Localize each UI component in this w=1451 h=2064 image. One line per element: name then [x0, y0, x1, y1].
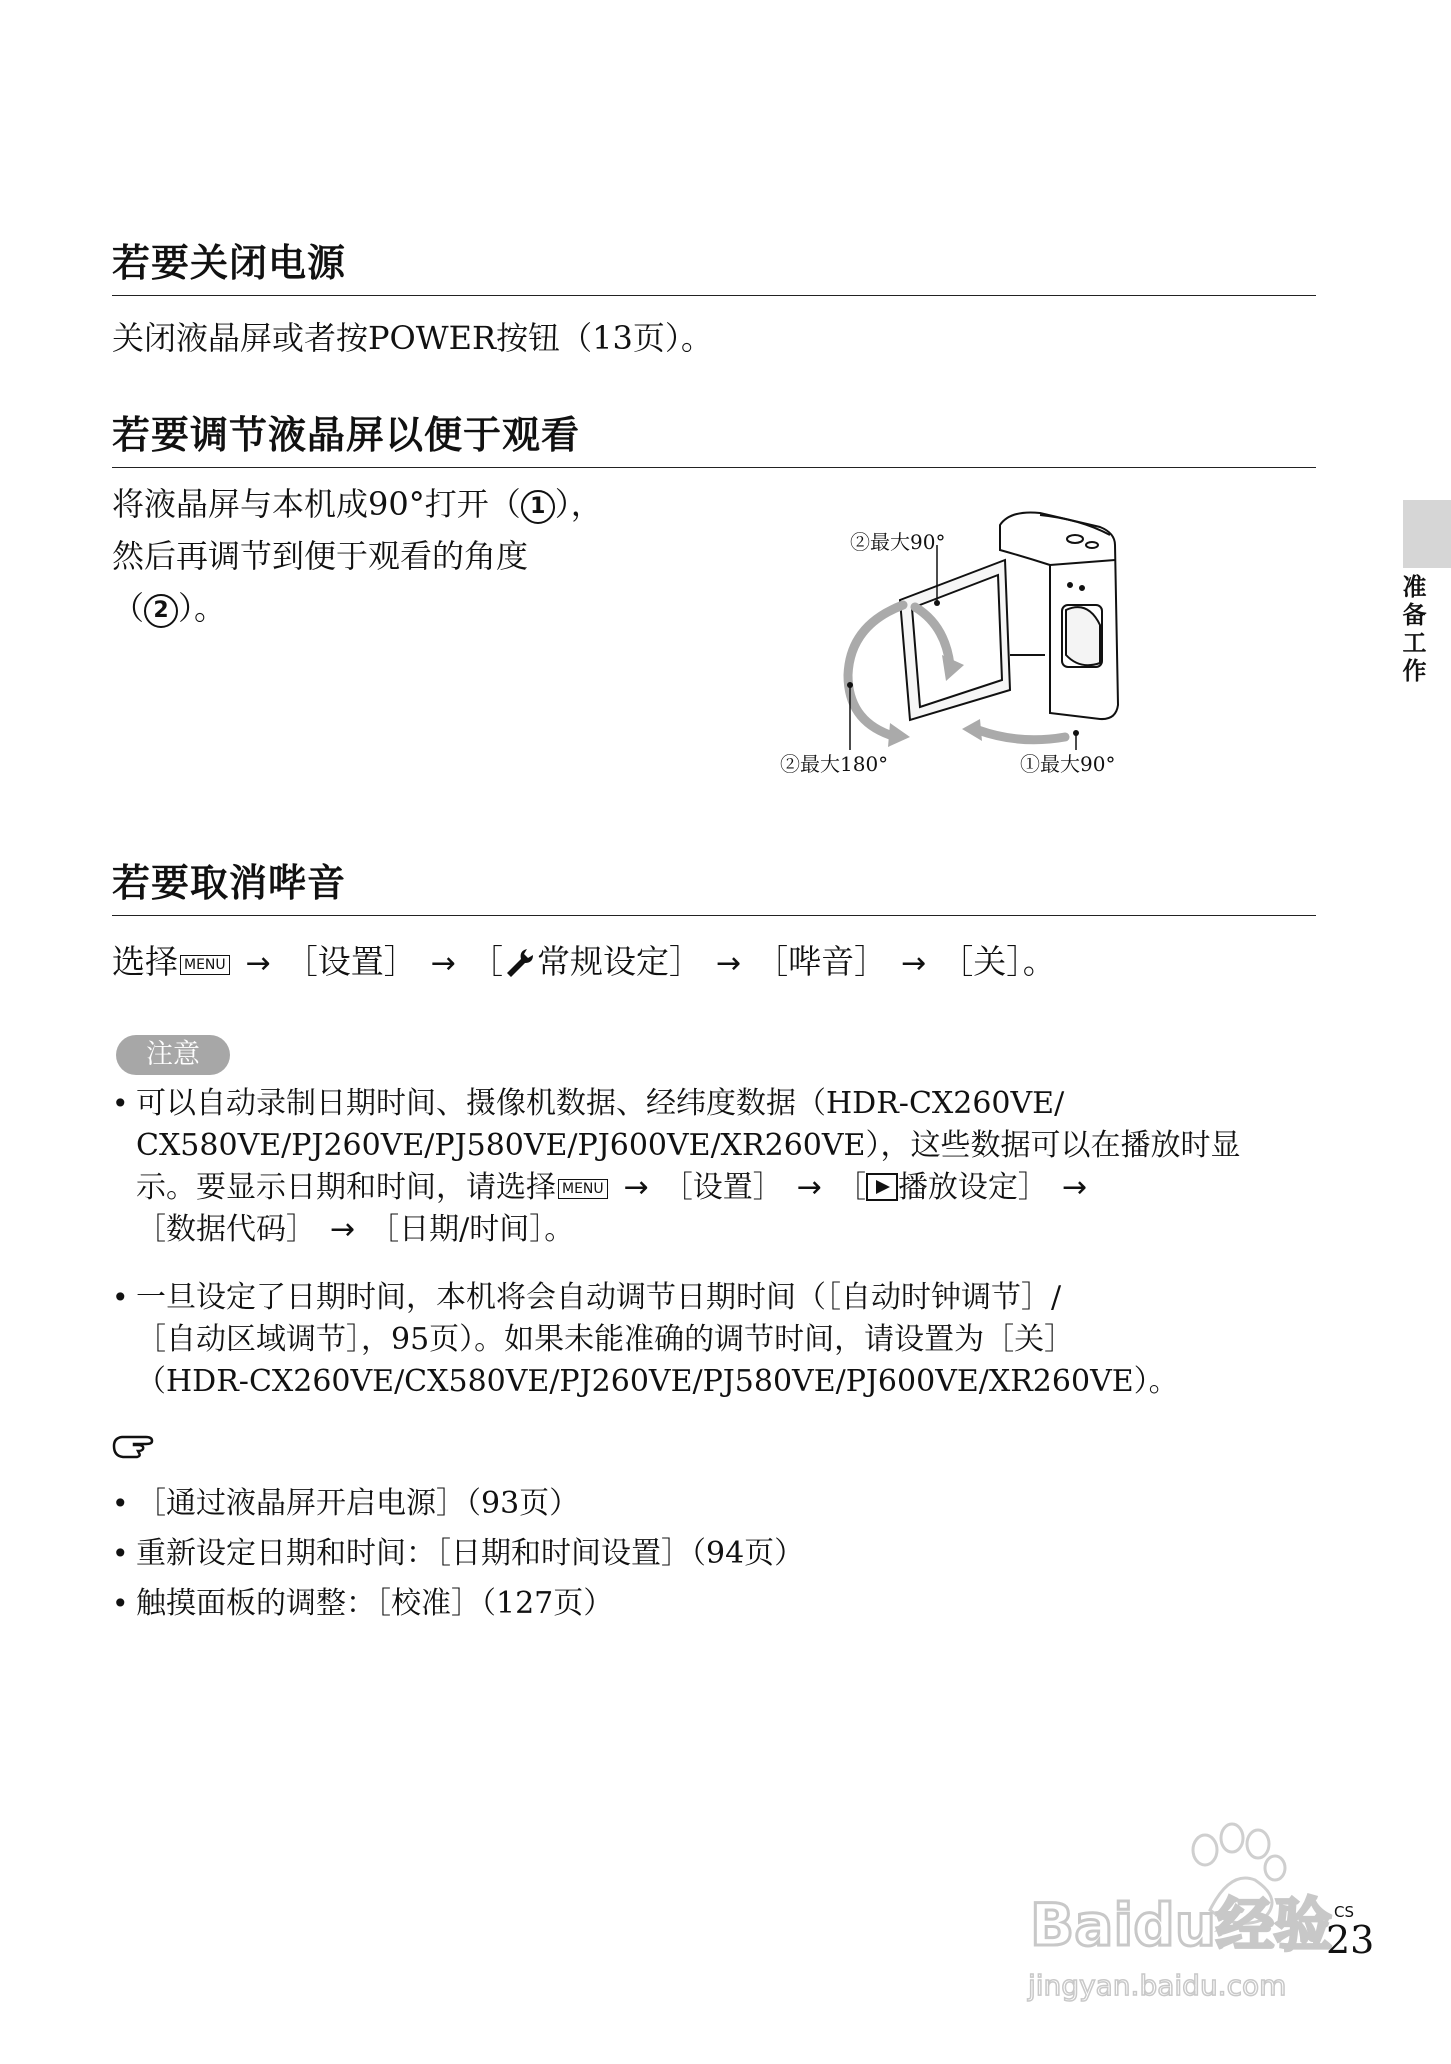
- pointing-hand-icon: [112, 1428, 156, 1462]
- circled-number-1: 1: [521, 490, 555, 524]
- wrench-icon: [503, 947, 537, 977]
- power-off-text: 关闭液晶屏或者按POWER按钮（13页）。: [112, 319, 713, 357]
- lcd-panel: [900, 560, 1010, 720]
- reference-item[interactable]: • 重新设定日期和时间：［日期和时间设置］（94页）: [112, 1533, 1346, 1575]
- reference-item[interactable]: • ［通过液晶屏开启电源］（93页）: [112, 1483, 1346, 1525]
- figure-label-left: ②最大180°: [780, 752, 889, 776]
- arrow-icon: →: [715, 946, 742, 981]
- reference-item[interactable]: • 触摸面板的调整：［校准］（127页）: [112, 1583, 1346, 1625]
- adjust-line-2: 然后再调节到便于观看的角度: [112, 537, 529, 575]
- note-badge: 注意: [116, 1035, 230, 1075]
- cancel-beep-steps: 选择 MENU → ［设置］ → ［ 常规设定］ → ［哔音］ → ［关］。: [112, 942, 1056, 981]
- circled-number-2: 2: [144, 594, 178, 628]
- watermark-brand: Baidu经验: [1030, 1891, 1333, 1959]
- side-tab-marker: [1403, 500, 1451, 568]
- arrow-icon: →: [430, 946, 456, 981]
- language-code: CS: [1334, 1903, 1354, 1921]
- camcorder-illustration: [770, 505, 1210, 795]
- watermark-url: jingyan.baidu.com: [1028, 1969, 1287, 2002]
- bullet-dot: •: [112, 1487, 129, 1520]
- adjust-line-3: （ 2 ）。: [112, 589, 227, 627]
- pivot-dot: [847, 682, 853, 688]
- camcorder-body: [1000, 513, 1118, 720]
- pivot-dot: [1073, 730, 1079, 736]
- side-tab-label: 准备工作: [1398, 574, 1426, 686]
- page-number: 23: [1326, 1918, 1375, 1962]
- bullet-dot: •: [112, 1537, 129, 1570]
- adjust-lcd-text: [112, 478, 603, 634]
- menu-icon: MENU: [558, 1179, 608, 1199]
- arrow-icon: →: [330, 1212, 356, 1247]
- note-bullet-2: • 一旦设定了日期时间，本机将会自动调节日期时间（［自动时钟调节］/ ［自动区域调节］，95页）。如果未能准确的调节时间，请设置为［关］ （HDR-CX260VE/CX580VE/PJ260VE/PJ580VE/PJ600VE/XR260VE）。: [112, 1277, 1346, 1403]
- bullet-dot: •: [112, 1087, 129, 1120]
- bullet-dot: •: [112, 1281, 129, 1314]
- heading-cancel-beep: 若要取消哔音: [112, 852, 1316, 916]
- baidu-watermark: [1000, 1820, 1380, 2020]
- menu-icon: MENU: [180, 955, 230, 975]
- adjust-line-1: 将液晶屏与本机成90°打开（ 1 ），: [112, 485, 603, 523]
- arrow-icon: →: [901, 946, 927, 981]
- play-icon: [866, 1173, 898, 1201]
- heading-power-off: 若要关闭电源: [112, 232, 1316, 296]
- figure-label-top: ②最大90°: [850, 530, 946, 554]
- bullet-dot: •: [112, 1587, 129, 1620]
- arrow-icon: →: [1061, 1170, 1088, 1205]
- note-bullet-1: • 可以自动录制日期时间、摄像机数据、经纬度数据（HDR-CX260VE/ CX580VE/PJ260VE/PJ580VE/PJ600VE/XR260VE），这些数据可以在播放时显 示。要显示日期和时间，请选择 MENU → ［设置］ → ［ 播放设定］ → ［数据代码］ → ［日期/时间］。: [112, 1083, 1346, 1251]
- heading-adjust-lcd: 若要调节液晶屏以便于观看: [112, 404, 1316, 468]
- pivot-dot: [934, 600, 940, 606]
- arrow-icon: →: [796, 1170, 822, 1205]
- arrow-icon: →: [245, 946, 271, 981]
- arrow-icon: →: [623, 1170, 649, 1205]
- figure-label-right: ①最大90°: [1020, 752, 1116, 776]
